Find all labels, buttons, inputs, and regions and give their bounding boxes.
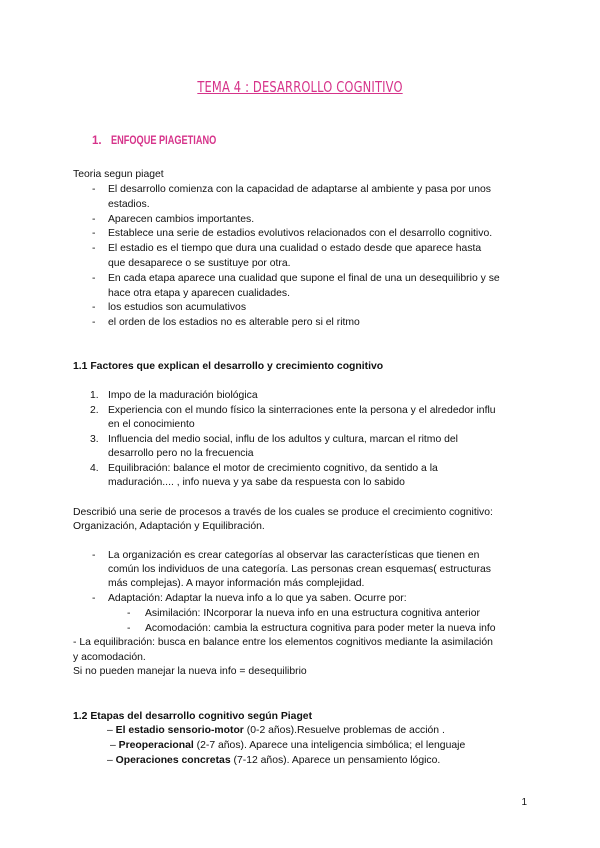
- acomodacion-line: Acomodación: cambia la estructura cognitiva para poder meter la nueva info: [145, 623, 496, 634]
- piaget-bullet-text: el orden de los estadios no es alterable pero si el ritmo: [108, 317, 360, 329]
- piaget-bullet-text: En cada etapa aparece una cualidad que supone el final de una un desequilibrio y se: [108, 272, 500, 284]
- factor-number: 1.: [90, 390, 99, 401]
- piaget-bullet-text: El estadio es el tiempo que dura una cualidad o estado desde que aparece hasta: [108, 243, 482, 255]
- bullet-dash: -: [92, 228, 96, 240]
- equil-line-1: - La equilibración: busca en balance entre los elementos cognitivos mediante la asimilación: [73, 637, 493, 648]
- stage-name: El estadio sensorio-motor: [115, 725, 244, 736]
- intro-text: Teoria segun piaget: [73, 169, 164, 180]
- page-number: 1: [521, 797, 527, 808]
- factors-heading: 1.1 Factores que explican el desarrollo y crecimiento cognitivo: [73, 361, 384, 372]
- stage-dash: –: [107, 755, 116, 766]
- factor-number: 3.: [90, 433, 99, 445]
- factor-text: Influencia del medio social, influ de los adultos y cultura, marcan el ritmo del: [108, 433, 458, 445]
- stage-dash: –: [107, 725, 116, 736]
- bullet-dash: -: [92, 243, 96, 255]
- org-line-1: La organización es crear categorías al observar las características que tienen en: [108, 550, 480, 561]
- section-number: 1.: [92, 135, 102, 147]
- describe-line-2: Organización, Adaptación y Equilibración.: [73, 521, 265, 532]
- piaget-bullet-text: estadios.: [108, 198, 150, 210]
- piaget-bullet-text: hace otra etapa y aparecen cualidades.: [108, 287, 290, 299]
- bullet-dash: -: [92, 317, 96, 329]
- stages-heading: 1.2 Etapas del desarrollo cognitivo según Piaget: [73, 711, 313, 722]
- factor-text: en el conocimiento: [108, 419, 195, 430]
- piaget-bullet-text: Aparecen cambios importantes.: [108, 213, 255, 225]
- piaget-bullet-text: los estudios son acumulativos: [108, 302, 247, 314]
- factor-text: desarrollo pero no la frecuencia: [108, 448, 254, 459]
- stage-description: (7-12 años). Aparece un pensamiento lógico.: [230, 755, 441, 766]
- factor-text: Impo de la maduración biológica: [108, 390, 258, 401]
- bullet-dash: -: [92, 550, 96, 561]
- bullet-dash: -: [92, 302, 96, 314]
- org-line-3: más complejas). A mayor información más complejidad.: [108, 578, 365, 589]
- equil-line-2: y acomodación.: [73, 652, 146, 663]
- stage-item: [107, 724, 445, 739]
- stage-name: Operaciones concretas: [115, 755, 231, 766]
- stage-description: (0-2 años).Resuelve problemas de acción .: [243, 725, 445, 736]
- desequilibrio-line: Si no pueden manejar la nueva info = desequilibrio: [73, 666, 307, 677]
- section-label: ENFOQUE PIAGETIANO: [111, 135, 217, 147]
- factor-text: Equilibración: balance el motor de crecimiento cognitivo, da sentido a la: [108, 462, 438, 474]
- piaget-bullet-text: Establece una serie de estadios evolutivos relacionados con el desarrollo cognitivo.: [108, 228, 493, 240]
- piaget-bullet-text: El desarrollo comienza con la capacidad de adaptarse al ambiente y pasa por unos: [108, 184, 491, 195]
- stage-name: Preoperacional: [118, 740, 194, 751]
- org-line-2: común los individuos de una categoría. Las personas crean esquemas( estructuras: [108, 564, 491, 575]
- bullet-dash: -: [92, 213, 96, 225]
- stage-item: [107, 754, 440, 769]
- factor-number: 2.: [90, 404, 99, 416]
- bullet-dash: -: [92, 593, 96, 604]
- asimilacion-line: Asimilación: INcorporar la nueva info en una estructura cognitiva anterior: [145, 608, 480, 619]
- factor-text: maduración.... , info nueva y ya sabe da respuesta con lo sabido: [108, 477, 405, 488]
- stage-dash: –: [110, 740, 119, 751]
- piaget-bullet-text: que desaparece o se sustituye por otra.: [108, 258, 291, 269]
- stage-item: [110, 739, 465, 754]
- factor-number: 4.: [90, 462, 99, 474]
- bullet-dash: -: [92, 272, 96, 284]
- sub-bullet-dash: -: [127, 608, 131, 619]
- factor-text: Experiencia con el mundo físico la sinterraciones ente la persona y el alrededor influ: [108, 404, 496, 416]
- adapt-line: Adaptación: Adaptar la nueva info a lo que ya saben. Ocurre por:: [108, 593, 407, 604]
- document-title: TEMA 4 : DESARROLLO COGNITIVO: [197, 78, 403, 96]
- sub-bullet-dash: -: [127, 623, 131, 634]
- section-heading-1: [92, 135, 243, 147]
- describe-line-1: Describió una serie de procesos a través de los cuales se produce el crecimiento cognitivo:: [73, 507, 493, 518]
- stage-description: (2-7 años). Aparece una inteligencia simbólica; el lenguaje: [193, 740, 466, 751]
- bullet-dash: -: [92, 184, 96, 195]
